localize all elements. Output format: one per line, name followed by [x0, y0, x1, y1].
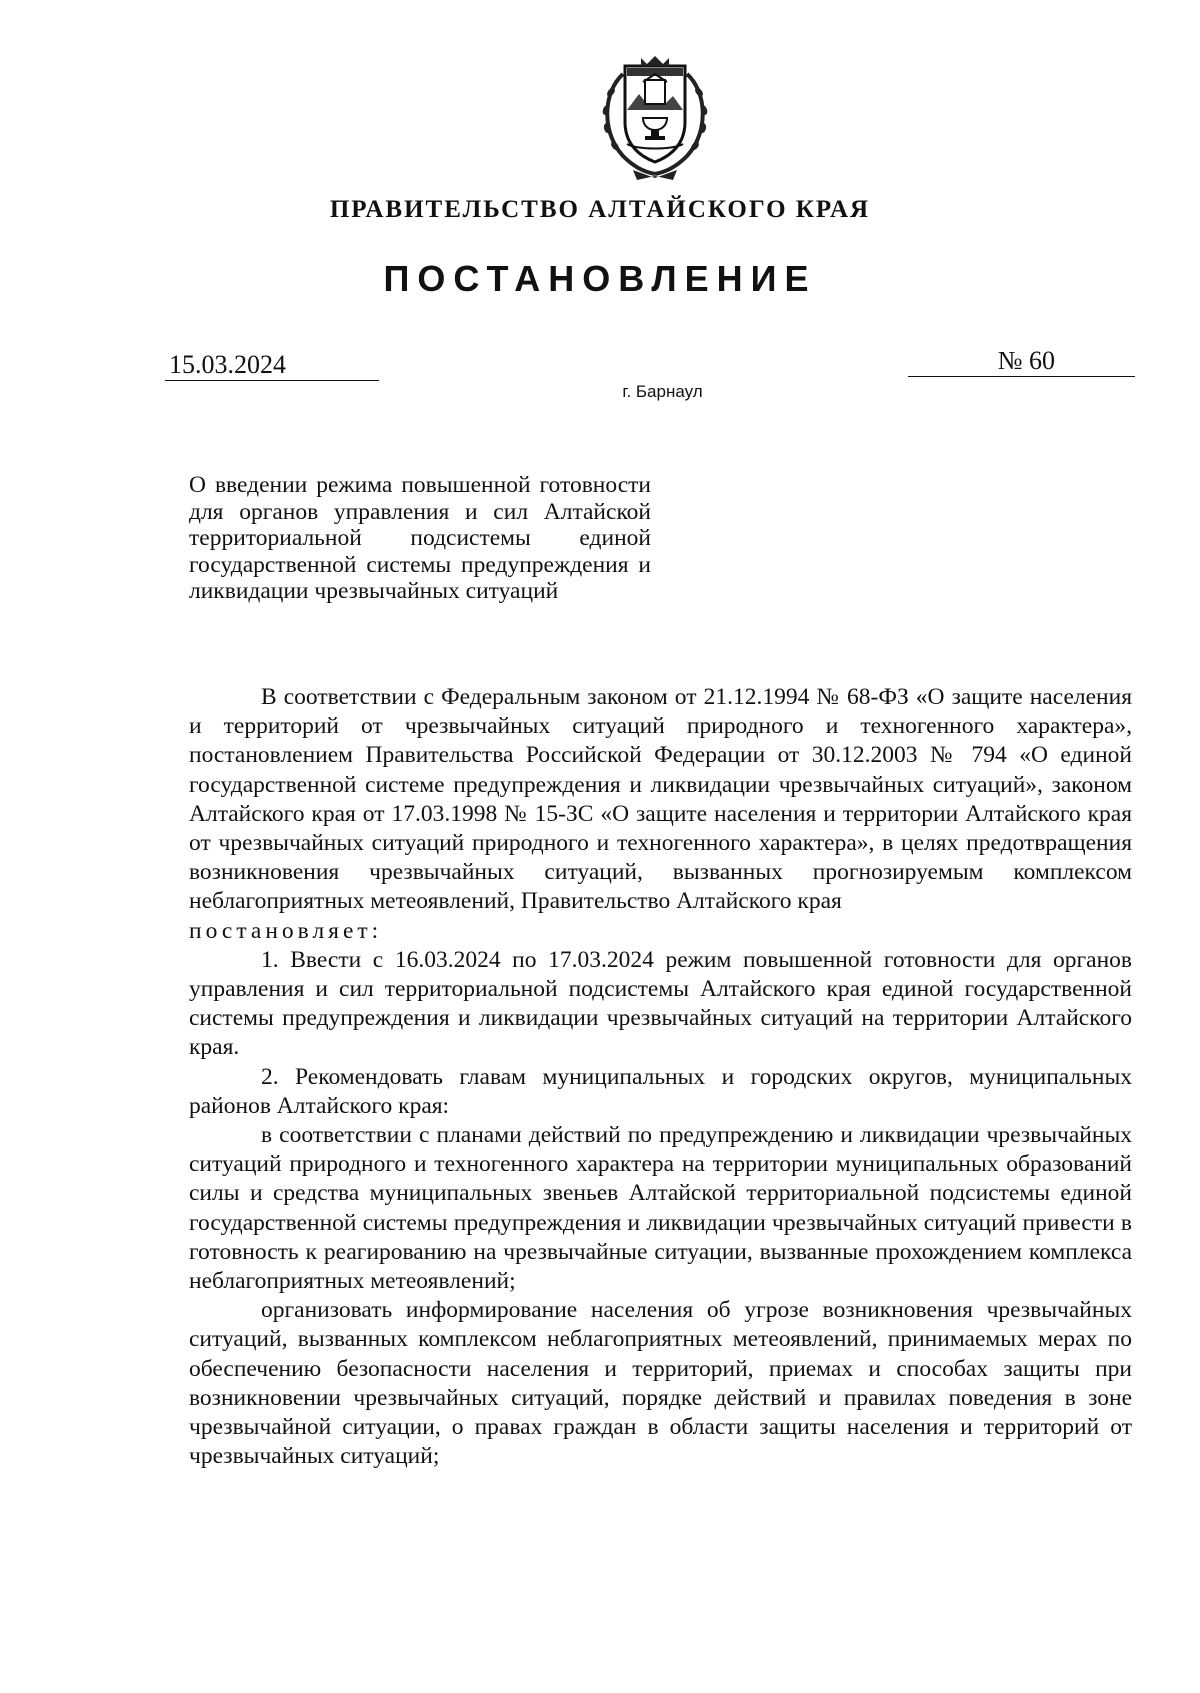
item-1-paragraph: 1. Ввести с 16.03.2024 по 17.03.2024 режим повышенной готовности для органов управления и сил территориальной подсистемы Алтайского края единой государственной системы предупреждения и ликвидации чрезвычайных ситуаций на территории Алтайского края.: [189, 946, 1132, 1061]
item-2-paragraph: 2. Рекомендовать главам муниципальных и городских округов, муниципальных районов Алтайского края:: [189, 1063, 1132, 1119]
item-2b-paragraph: организовать информирование населения об угрозе возникновения чрезвычайных ситуаций, вызванных комплексом неблагоприятных метеоявлений, принимаемых мерах по обеспечению безопасности населения и территорий, приемах и способах защиты при возникновении чрезвычайных ситуаций, порядке действий и правилах поведения в зоне чрезвычайной ситуации, о правах граждан в области защиты населения и территорий от чрезвычайных ситуаций;: [189, 1297, 1132, 1470]
document-date: 15.03.2024: [165, 350, 379, 381]
resolves-line: постановляет:: [189, 917, 383, 944]
document-subject: О введении режима повышенной готовности для органов управления и сил Алтайской территориальной подсистемы единой государственной системы предупреждения и ликвидации чрезвычайных ситуаций: [189, 472, 651, 604]
coat-of-arms-icon: [593, 52, 717, 184]
document-city: г. Барнаул: [622, 382, 703, 401]
document-type: ПОСТАНОВЛЕНИЕ: [383, 258, 817, 299]
organization-name: ПРАВИТЕЛЬСТВО АЛТАЙСКОГО КРАЯ: [329, 196, 871, 223]
preamble-paragraph: В соответствии с Федеральным законом от 21.12.1994 № 68-ФЗ «О защите населения и территорий от чрезвычайных ситуаций природного и техногенного характера», постановлением Правительства Российской Федерации от 30.12.2003 № 794 «О единой государственной системе предупреждения и ликвидации чрезвычайных ситуаций», законом Алтайского края от 17.03.1998 № 15-ЗС «О защите населения и территории Алтайского края от чрезвычайных ситуаций природного и техногенного характера», в целях предотвращения возникновения чрезвычайных ситуаций, вызванных прогнозируемым комплексом неблагоприятных метеоявлений, Правительство Алтайского края: [189, 684, 1132, 915]
item-2a-paragraph: в соответствии с планами действий по предупреждению и ликвидации чрезвычайных ситуаций природного и техногенного характера на территории муниципальных образований силы и средства муниципальных звеньев Алтайской территориальной подсистемы единой государственной системы предупреждения и ликвидации чрезвычайных ситуаций привести в готовность к реагированию на чрезвычайные ситуации, вызванные прохождением комплекса неблагоприятных метеоявлений;: [189, 1122, 1132, 1295]
document-body: [189, 683, 1132, 1471]
document-number: № 60: [908, 346, 1135, 377]
